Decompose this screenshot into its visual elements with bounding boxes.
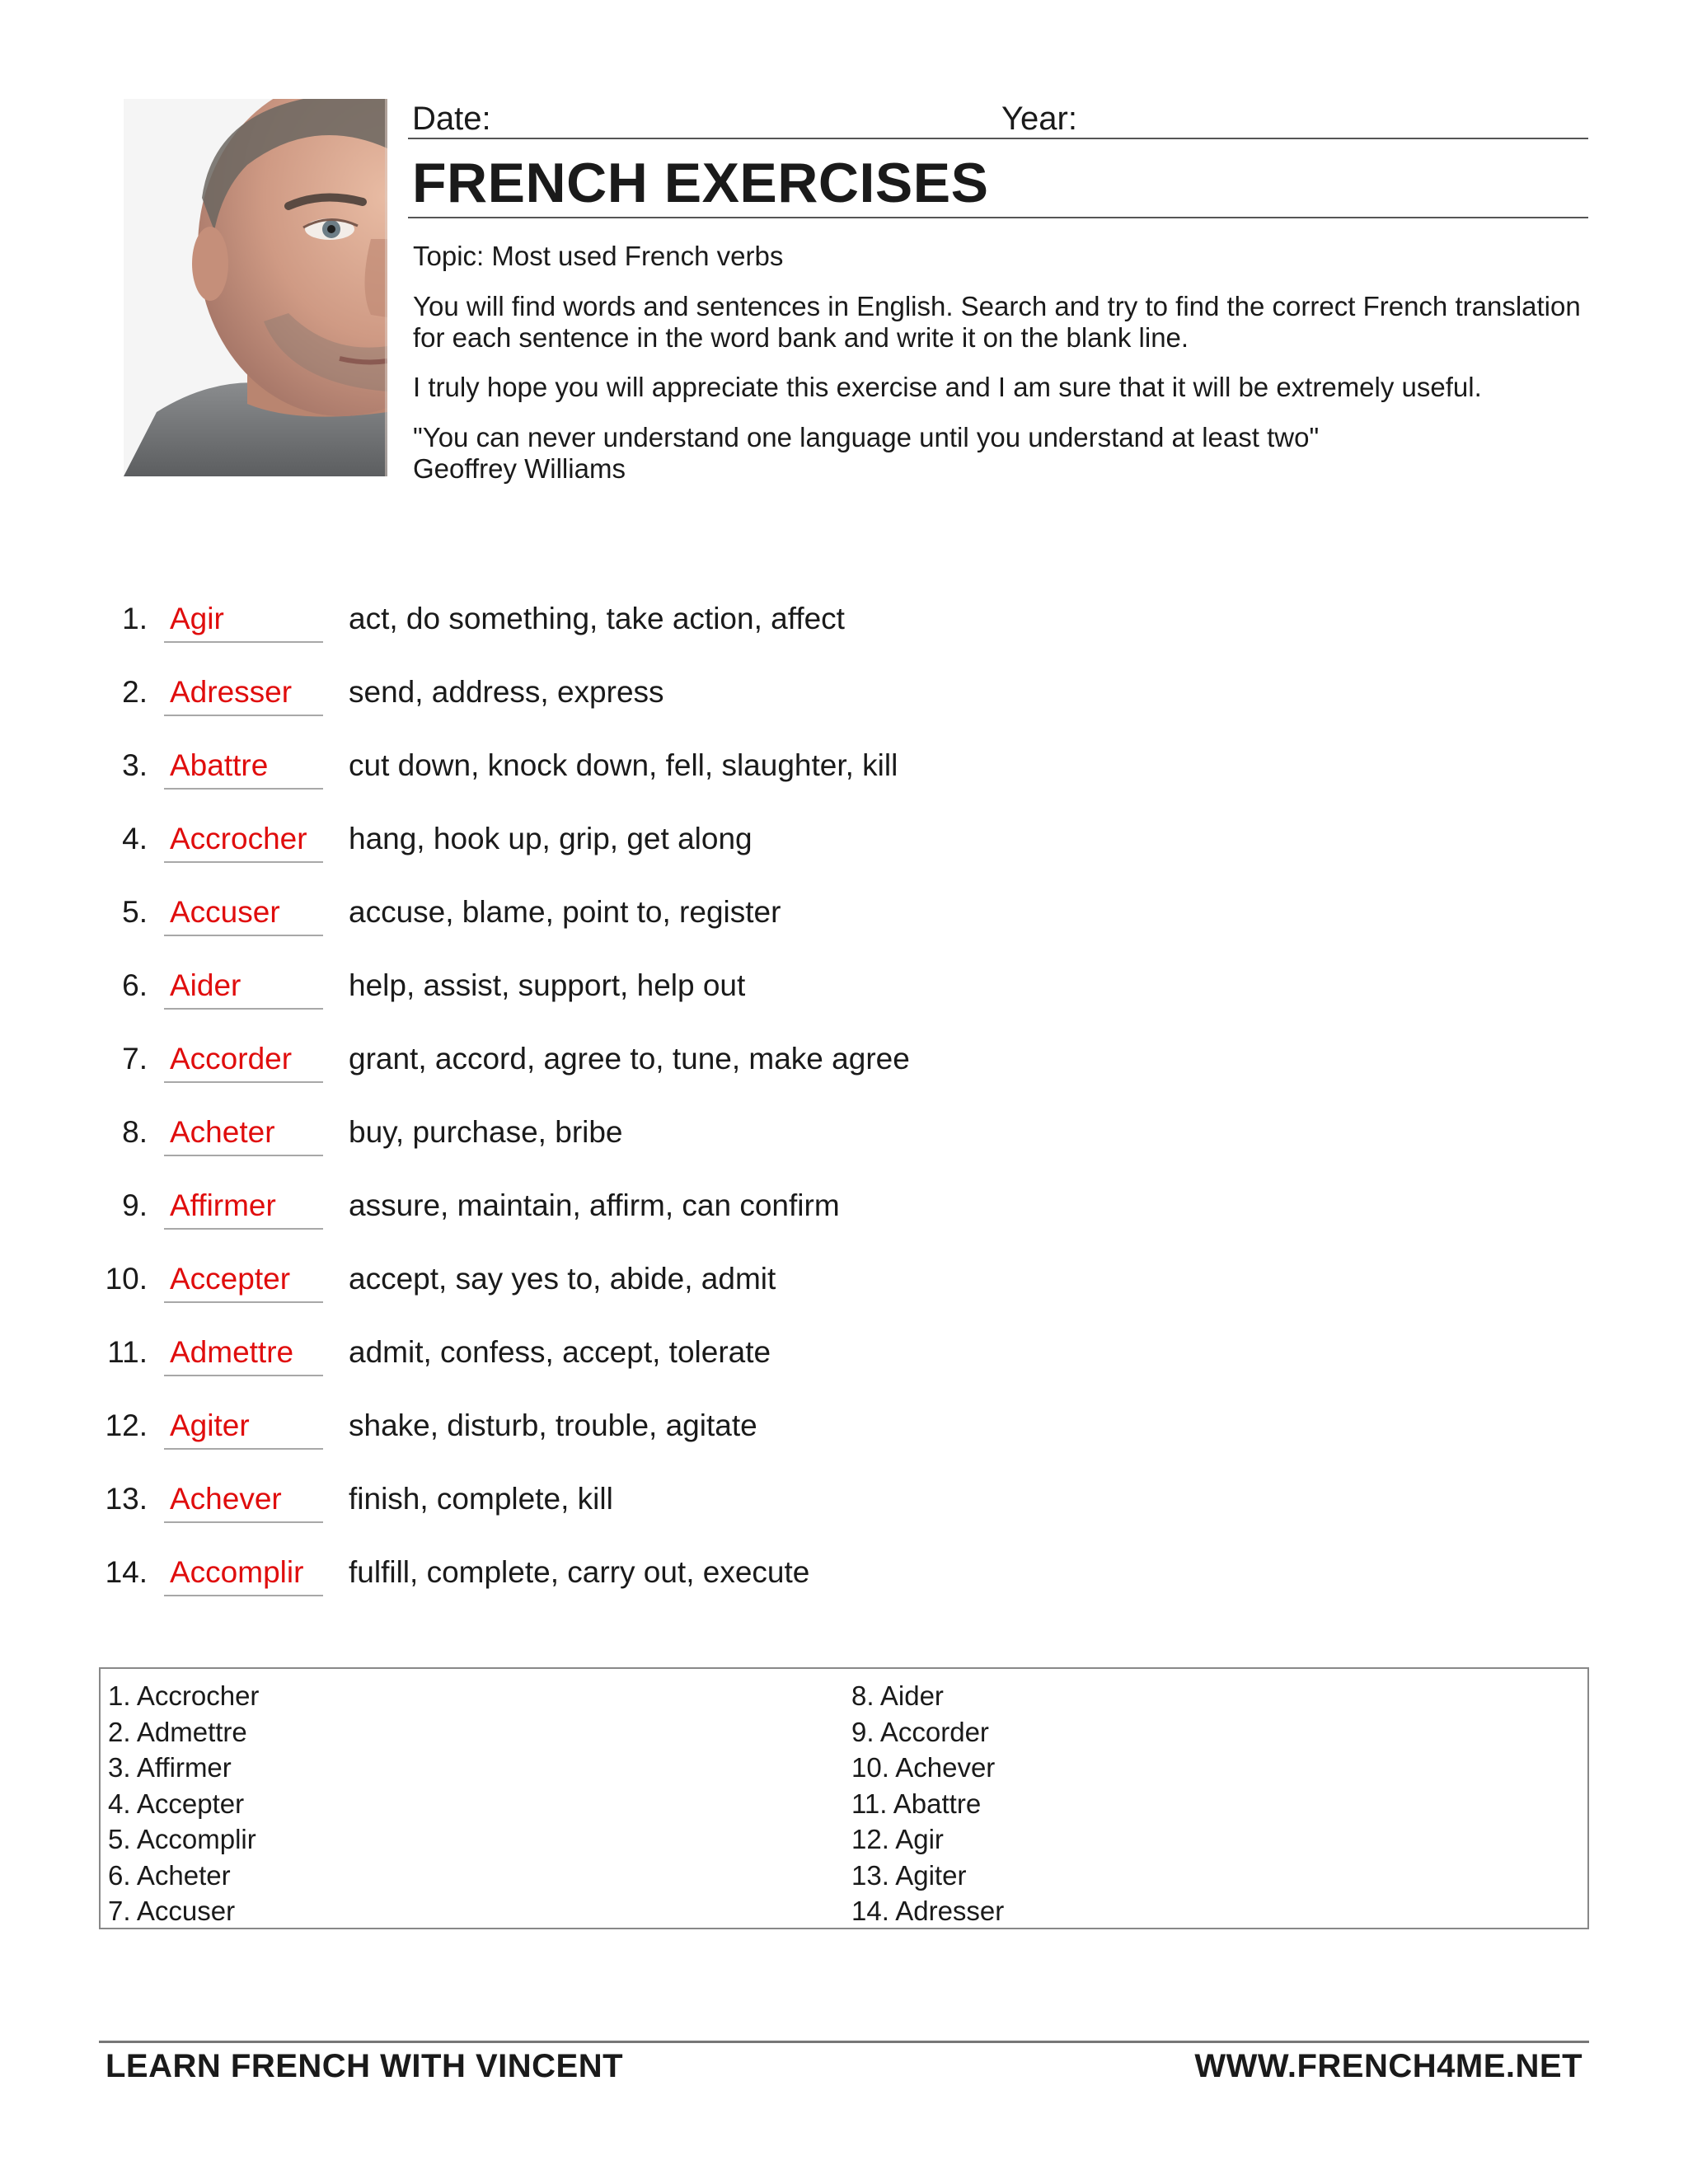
exercise-row <box>0 895 1154 944</box>
exercise-row <box>0 1042 1154 1091</box>
answer-blank[interactable]: Accorder <box>164 1042 323 1083</box>
exercise-number: 8. <box>122 1115 148 1149</box>
exercise-number: 11. <box>107 1335 148 1369</box>
exercise-definition: send, address, express <box>349 675 664 709</box>
answer-blank[interactable]: Adresser <box>164 675 323 716</box>
exercise-number: 12. <box>105 1408 148 1442</box>
author-photo <box>124 99 387 476</box>
exercise-number: 1. <box>122 602 148 635</box>
exercise-number: 9. <box>122 1188 148 1222</box>
word-bank-item: 2. Admettre <box>108 1716 247 1747</box>
exercise-row <box>0 1482 1154 1531</box>
quote-author: Geoffrey Williams <box>413 453 626 484</box>
exercise-definition: assure, maintain, affirm, can confirm <box>349 1188 840 1222</box>
exercise-definition: accuse, blame, point to, register <box>349 895 781 929</box>
word-bank-item: 13. Agiter <box>851 1859 967 1891</box>
exercise-row <box>0 1115 1154 1165</box>
exercise-definition: admit, confess, accept, tolerate <box>349 1335 771 1369</box>
word-bank-item: 5. Accomplir <box>108 1824 256 1854</box>
exercise-row <box>0 748 1154 798</box>
page-title: FRENCH EXERCISES <box>412 152 989 214</box>
hope-text: I truly hope you will appreciate this exercise and I am sure that it will be extremely useful. <box>413 372 1482 402</box>
exercise-row <box>0 968 1154 1018</box>
word-bank-item: 8. Aider <box>851 1680 944 1711</box>
answer-blank[interactable]: Accrocher <box>164 822 323 863</box>
footer-divider <box>99 2041 1589 2043</box>
portrait-photo-icon <box>124 99 387 476</box>
date-label: Date: <box>412 101 491 137</box>
word-bank-item: 9. Accorder <box>851 1716 989 1747</box>
answer-blank[interactable]: Achever <box>164 1482 323 1523</box>
answer-blank[interactable]: Aider <box>164 968 323 1010</box>
word-bank-item: 1. Accrocher <box>108 1680 260 1711</box>
word-bank-item: 10. Achever <box>851 1752 996 1783</box>
word-bank-item: 6. Acheter <box>108 1859 231 1891</box>
word-bank-item: 4. Accepter <box>108 1788 245 1819</box>
exercise-row <box>0 1188 1154 1238</box>
date-year-underline <box>408 138 1588 139</box>
exercise-row <box>0 1335 1154 1385</box>
instructions-text: You will find words and sentences in English. Search and try to find the correct French translation for each sentence in the word bank and write it on the blank line. <box>413 291 1581 353</box>
exercise-number: 2. <box>122 675 148 709</box>
word-bank-item: 11. Abattre <box>851 1788 982 1819</box>
exercise-row <box>0 602 1154 651</box>
exercise-definition: buy, purchase, bribe <box>349 1115 623 1149</box>
exercise-definition: cut down, knock down, fell, slaughter, kill <box>349 748 898 782</box>
exercise-definition: shake, disturb, trouble, agitate <box>349 1408 757 1442</box>
exercise-definition: hang, hook up, grip, get along <box>349 822 753 855</box>
answer-blank[interactable]: Affirmer <box>164 1188 323 1230</box>
exercise-number: 10. <box>105 1262 148 1296</box>
exercise-row <box>0 1408 1154 1458</box>
topic-text: Topic: Most used French verbs <box>413 241 784 271</box>
exercise-number: 6. <box>122 968 148 1002</box>
exercise-number: 13. <box>105 1482 148 1516</box>
exercise-definition: fulfill, complete, carry out, execute <box>349 1555 810 1589</box>
exercise-row <box>0 675 1154 724</box>
exercise-row <box>0 822 1154 871</box>
word-bank-item: 7. Accuser <box>108 1896 236 1926</box>
exercise-row <box>0 1262 1154 1311</box>
exercise-row <box>0 1555 1154 1605</box>
exercise-definition: finish, complete, kill <box>349 1482 613 1516</box>
exercise-definition: act, do something, take action, affect <box>349 602 845 635</box>
exercise-number: 14. <box>105 1555 148 1589</box>
footer-website-link[interactable]: WWW.FRENCH4ME.NET <box>1194 2048 1582 2084</box>
exercise-number: 5. <box>122 895 148 929</box>
answer-blank[interactable]: Accepter <box>164 1262 323 1303</box>
word-bank-right-column <box>851 1678 1004 1929</box>
exercise-definition: grant, accord, agree to, tune, make agree <box>349 1042 910 1076</box>
answer-blank[interactable]: Agiter <box>164 1408 323 1450</box>
exercise-number: 3. <box>122 748 148 782</box>
word-bank-item: 14. Adresser <box>851 1896 1005 1926</box>
word-bank-item: 12. Agir <box>851 1824 944 1854</box>
answer-blank[interactable]: Admettre <box>164 1335 323 1376</box>
year-label: Year: <box>1001 101 1077 137</box>
exercise-definition: help, assist, support, help out <box>349 968 746 1002</box>
footer-brand: LEARN FRENCH WITH VINCENT <box>106 2048 624 2084</box>
answer-blank[interactable]: Accomplir <box>164 1555 323 1596</box>
word-bank <box>99 1667 1589 1929</box>
answer-blank[interactable]: Agir <box>164 602 323 643</box>
answer-blank[interactable]: Acheter <box>164 1115 323 1156</box>
exercise-number: 7. <box>122 1042 148 1076</box>
quote-text: "You can never understand one language until you understand at least two" <box>413 422 1320 452</box>
answer-blank[interactable]: Abattre <box>164 748 323 790</box>
exercise-number: 4. <box>122 822 148 855</box>
answer-blank[interactable]: Accuser <box>164 895 323 936</box>
word-bank-left-column <box>108 1678 259 1929</box>
title-underline <box>408 217 1588 218</box>
word-bank-item: 3. Affirmer <box>108 1752 232 1783</box>
exercise-definition: accept, say yes to, abide, admit <box>349 1262 776 1296</box>
